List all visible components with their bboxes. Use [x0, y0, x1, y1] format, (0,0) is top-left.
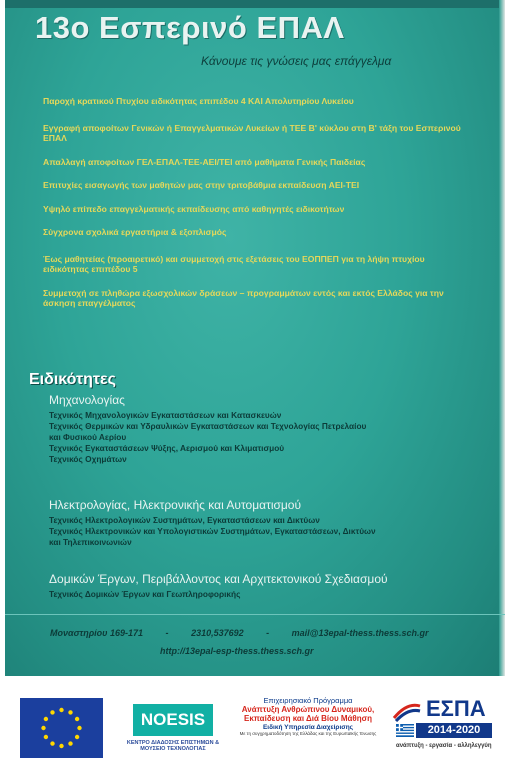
espa-name: ΕΣΠΑ: [426, 696, 486, 721]
feature-item: Σύγχρονα σχολικά εργαστήρια & εξοπλισμός: [43, 227, 227, 237]
poster-tagline: Κάνουμε τις γνώσεις μας επάγγελμα: [201, 54, 392, 68]
feature-item: Απαλλαγή αποφοίτων ΓΕΛ-ΕΠΑΛ-ΤΕΕ-ΑΕΙ/ΤΕΙ από μαθήματα Γενικής Παιδείας: [43, 156, 366, 167]
footer-divider: [5, 614, 505, 615]
feature-item: Συμμετοχή σε πληθώρα εξωσχολικών δράσεων – προγραμμάτων εντός και εκτός Ελλάδος για την άσκηση επαγγέλματος: [43, 287, 444, 308]
specialty-item: Τεχνικός Εγκαταστάσεων Ψύξης, Αερισμού και Κλιματισμού: [49, 443, 285, 453]
specialty-item: Τεχνικός Μηχανολογικών Εγκαταστάσεων και Κατασκευών: [49, 410, 282, 420]
noesis-subtitle: ΚΕΝΤΡΟ ΔΙΑΔΟΣΗΣ ΕΠΙΣΤΗΜΩΝ & ΜΟΥΣΕΙΟ ΤΕΧΝΟΛΟΓΙΑΣ: [126, 740, 220, 752]
noesis-logo: [123, 698, 223, 758]
noesis-name: NOESIS: [140, 710, 206, 729]
address-text: Μοναστηρίου 169-171: [50, 628, 144, 638]
espa-logo: [390, 696, 500, 758]
separator: -: [266, 628, 270, 638]
espa-motto: ανάπτυξη - εργασία - αλληλεγγύη: [396, 743, 492, 749]
program-line: Ανάπτυξη Ανθρώπινου Δυναμικού,: [241, 705, 375, 714]
contact-line: [50, 628, 449, 638]
feature-item: Επιτυχίες εισαγωγής των μαθητών μας στην τριτοβάθμια εκπαίδευση ΑΕΙ-ΤΕΙ: [43, 180, 360, 190]
specialty-item: Τεχνικός Δομικών Έργων και Γεωπληροφορικής: [49, 589, 241, 599]
group-title: Δομικών Έργων, Περιβάλλοντος και Αρχιτεκτονικού Σχεδιασμού: [49, 572, 388, 586]
greek-flag-icon: [396, 724, 414, 737]
specialty-item: Τεχνικός Θερμικών και Υδραυλικών Εγκαταστάσεων και Τεχνολογίας Πετρελαίου: [49, 421, 367, 431]
specialties-heading: Ειδικότητες: [29, 371, 116, 388]
program-line: Με τη συγχρηματοδότηση της Ελλάδας και της Ευρωπαϊκής Ένωσης: [239, 731, 377, 736]
program-line: Εκπαίδευση και Διά Βίου Μάθηση: [243, 714, 373, 723]
program-line: Ειδική Υπηρεσία Διαχείρισης: [262, 724, 354, 731]
group-title: Ηλεκτρολογίας, Ηλεκτρονικής και Αυτοματισμού: [49, 498, 302, 512]
specialty-item: και Φυσικού Αερίου: [49, 432, 127, 442]
specialty-group-electrical: [49, 498, 489, 548]
operational-program-logo: [238, 696, 378, 736]
feature-item: Έως μαθητείας (προαιρετικό) και συμμετοχή στις εξετάσεις του ΕΟΠΠΕΠ για τη λήψη πτυχίου ειδικότητας επιπέδου 5: [43, 253, 425, 274]
specialty-item: Τεχνικός Ηλεκτρολογικών Συστημάτων, Εγκαταστάσεων και Δικτύων: [49, 515, 320, 525]
poster-top-edge: [5, 0, 505, 8]
feature-item: Υψηλό επίπεδο επαγγελματικής εκπαίδευσης από καθηγητές ειδικοτήτων: [43, 203, 345, 214]
feature-item: Παροχή κρατικού Πτυχίου ειδικότητας επιπέδου 4 ΚΑΙ Απολυτηρίου Λυκείου: [43, 96, 354, 106]
email-text: mail@13epal-thess.thess.sch.gr: [291, 628, 429, 638]
specialty-item: και Τηλεπικοινωνιών: [49, 537, 132, 547]
specialty-group-construction: [49, 572, 489, 600]
group-title: Μηχανολογίας: [49, 393, 125, 407]
poster-right-edge: [499, 0, 505, 676]
program-line: Επιχειρησιακό Πρόγραμμα: [263, 696, 353, 705]
feature-list: [43, 96, 463, 322]
specialty-group-mechanical: [49, 393, 489, 465]
feature-item: Εγγραφή αποφοίτων Γενικών ή Επαγγελματικών Λυκείων ή ΤΕΕ Β' κύκλου στη Β' τάξη του Εσπερινού ΕΠΑΛ: [43, 122, 461, 143]
poster: [5, 0, 505, 676]
specialty-item: Τεχνικός Ηλεκτρονικών και Υπολογιστικών Συστημάτων, Εγκαταστάσεων, Δικτύων: [49, 526, 376, 536]
specialty-item: Τεχνικός Οχημάτων: [49, 454, 127, 464]
eu-flag-icon: [20, 698, 103, 758]
espa-years: 2014-2020: [416, 723, 492, 738]
poster-title: 13ο Εσπερινό ΕΠΑΛ: [35, 10, 345, 45]
sponsor-logos: [0, 690, 512, 762]
phone-text: 2310,537692: [191, 628, 244, 638]
website-url: http://13epal-esp-thess.thess.sch.gr: [160, 646, 314, 656]
separator: -: [165, 628, 169, 638]
espa-swoosh-icon: [392, 700, 422, 722]
